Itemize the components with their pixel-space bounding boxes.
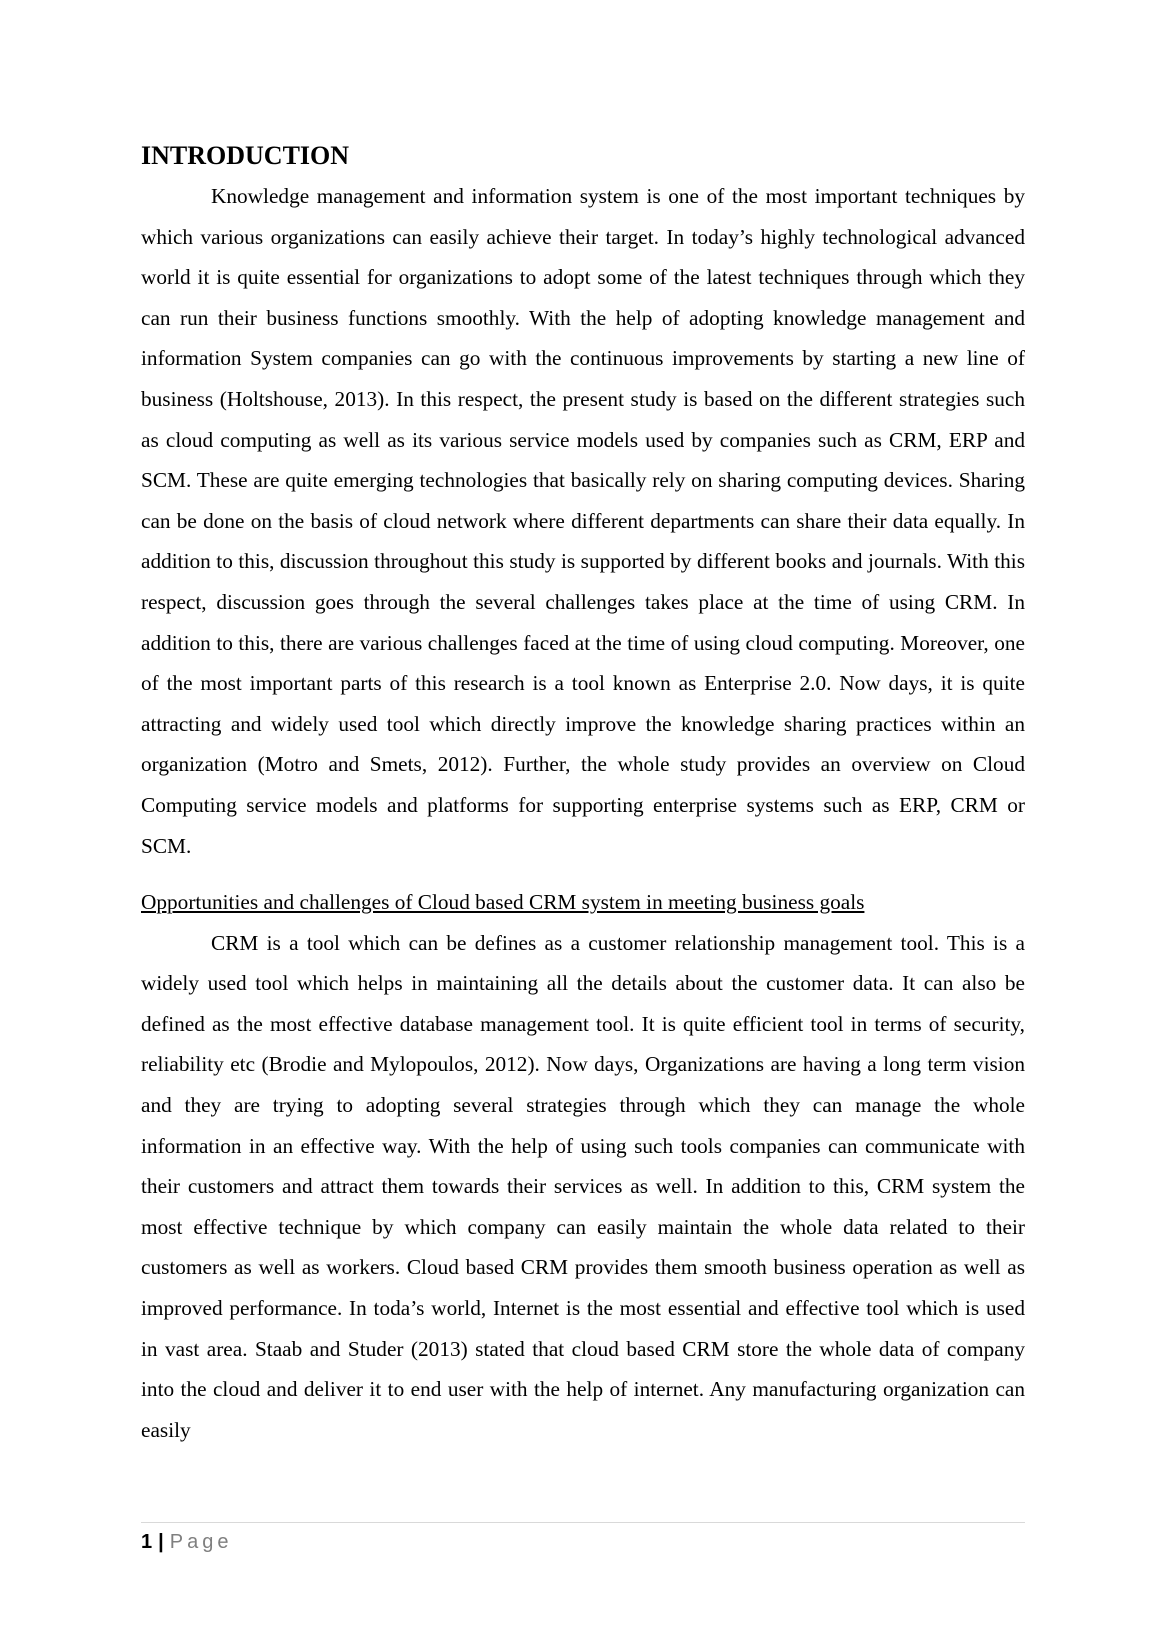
footer-separator: |	[158, 1531, 164, 1553]
page-label: Page	[169, 1531, 233, 1553]
intro-paragraph: Knowledge management and information system is one of the most important techniques by which various organizations can easily achieve their target. In today’s highly technological advanced world it is quite essential for organizations to adopt some of the latest techniques through which they can run their business functions smoothly. With the help of adopting knowledge management and information System companies can go with the continuous improvements by starting a new line of business (Holtshouse, 2013). In this respect, the present study is based on the different strategies such as cloud computing as well as its various service models used by companies such as CRM, ERP and SCM. These are quite emerging technologies that basically rely on sharing computing devices. Sharing can be done on the basis of cloud network where different departments can share their data equally. In addition to this, discussion throughout this study is supported by different books and journals. With this respect, discussion goes through the several challenges takes place at the time of using CRM. In addition to this, there are various challenges faced at the time of using cloud computing. Moreover, one of the most important parts of this research is a tool known as Enterprise 2.0. Now days, it is quite attracting and widely used tool which directly improve the knowledge sharing practices within an organization (Motro and Smets, 2012). Further, the whole study provides an overview on Cloud Computing service models and platforms for supporting enterprise systems such as ERP, CRM or SCM.	[141, 184, 1025, 858]
subsection-heading: Opportunities and challenges of Cloud based CRM system in meeting business goals	[141, 890, 865, 915]
document-body	[141, 136, 1025, 1450]
page-number: 1	[141, 1531, 153, 1553]
page-footer	[141, 1522, 1025, 1555]
section-heading: INTRODUCTION	[141, 141, 350, 170]
crm-paragraph: CRM is a tool which can be defines as a customer relationship management tool. This is a widely used tool which helps in maintaining all the details about the customer data. It can also be defined as the most effective database management tool. It is quite efficient tool in terms of security, reliability etc (Brodie and Mylopoulos, 2012). Now days, Organizations are having a long term vision and they are trying to adopting several strategies through which they can manage the whole information in an effective way. With the help of using such tools companies can communicate with their customers and attract them towards their services as well. In addition to this, CRM system the most effective technique by which company can easily maintain the whole data related to their customers as well as workers. Cloud based CRM provides them smooth business operation as well as improved performance. In toda’s world, Internet is the most essential and effective tool which is used in vast area. Staab and Studer (2013) stated that cloud based CRM store the whole data of company into the cloud and deliver it to end user with the help of internet. Any manufacturing organization can easily	[141, 930, 1025, 1442]
